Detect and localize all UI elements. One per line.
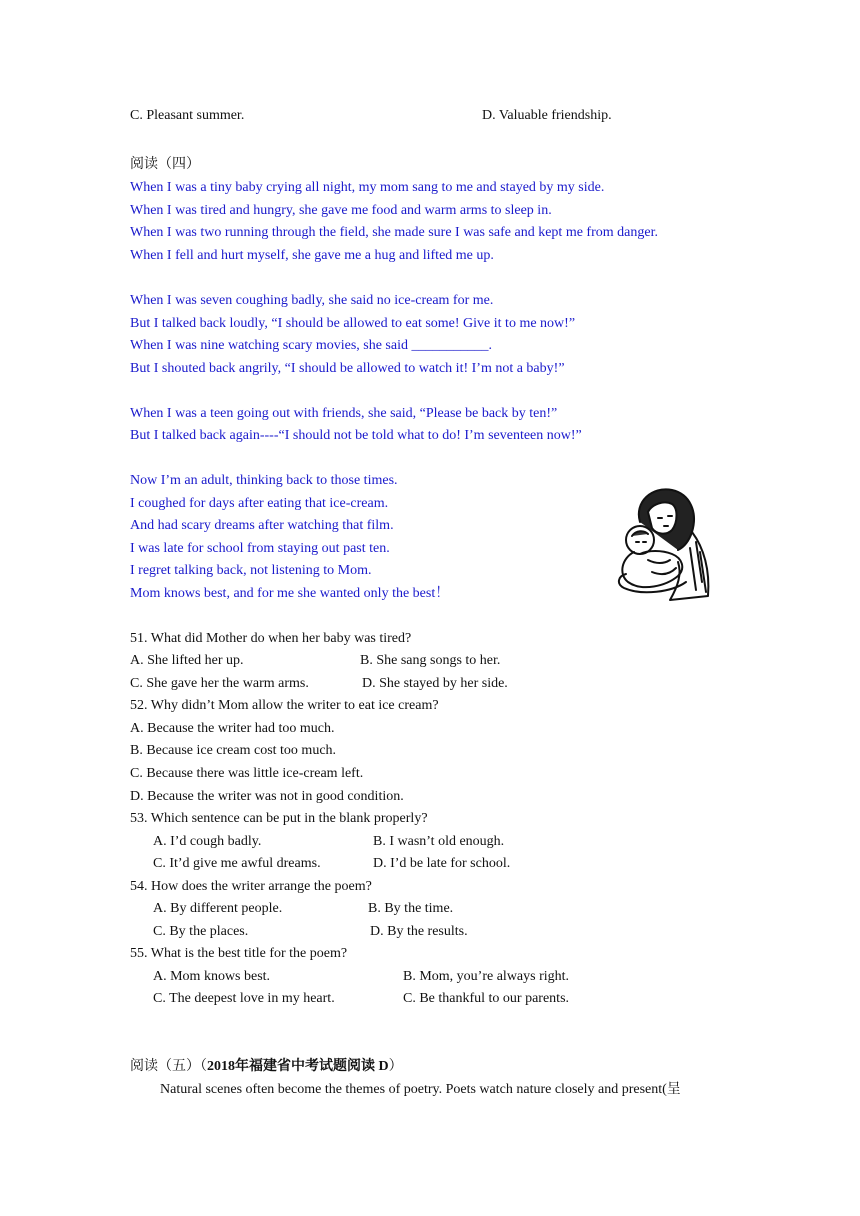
answer-option: D. She stayed by her side. [362, 676, 508, 691]
option-d: D. Valuable friendship. [482, 108, 612, 123]
poem-line: When I was tired and hungry, she gave me food and warm arms to sleep in. [130, 203, 552, 218]
answer-option: C. She gave her the warm arms. [130, 676, 309, 691]
passage-first-line: Natural scenes often become the themes of poetry. Poets watch nature closely and present(呈 [160, 1082, 681, 1097]
section-title-suffix: ） [388, 1059, 403, 1074]
question-stem: 52. Why didn’t Mom allow the writer to eat ice cream? [130, 698, 439, 713]
poem-line: I was late for school from staying out past ten. [130, 541, 390, 556]
poem-line: When I was seven coughing badly, she said no ice-cream for me. [130, 293, 494, 308]
answer-option: B. I wasn’t old enough. [373, 834, 505, 849]
answer-option: B. By the time. [368, 901, 454, 916]
answer-option: A. Mom knows best. [153, 969, 271, 984]
poem-line: But I shouted back angrily, “I should be allowed to watch it! I’m not a baby!” [130, 361, 565, 376]
question-stem: 51. What did Mother do when her baby was tired? [130, 631, 412, 646]
poem-line: But I talked back loudly, “I should be allowed to eat some! Give it to me now!” [130, 316, 576, 331]
answer-option: D. Because the writer was not in good condition. [130, 789, 404, 804]
answer-option: D. By the results. [370, 924, 468, 939]
poem-line: Now I’m an adult, thinking back to those times. [130, 473, 398, 488]
section-title [130, 1058, 403, 1076]
answer-option: A. I’d cough badly. [153, 834, 262, 849]
question-stem: 53. Which sentence can be put in the blank properly? [130, 811, 428, 826]
answer-option: C. Be thankful to our parents. [403, 991, 570, 1006]
poem-line: When I fell and hurt myself, she gave me a hug and lifted me up. [130, 248, 494, 263]
poem-line: When I was two running through the field, she made sure I was safe and kept me from danger. [130, 225, 658, 240]
answer-option: A. By different people. [153, 901, 283, 916]
mother-baby-illustration [612, 482, 716, 604]
answer-option: B. Because ice cream cost too much. [130, 743, 337, 758]
question-stem: 55. What is the best title for the poem? [130, 946, 348, 961]
answer-option: A. She lifted her up. [130, 653, 244, 668]
poem-line: I coughed for days after eating that ice-cream. [130, 496, 389, 511]
poem-line: But I talked back again----“I should not be told what to do! I’m seventeen now!” [130, 428, 582, 443]
section-title: 阅读（四） [130, 157, 200, 172]
option-c: C. Pleasant summer. [130, 108, 245, 123]
section-title-prefix: 阅读（五）（ [130, 1059, 207, 1074]
section-title-source: 2018年福建省中考试题阅读 D [207, 1059, 389, 1074]
poem-line: When I was nine watching scary movies, she said ___________. [130, 338, 492, 353]
poem-line: And had scary dreams after watching that film. [130, 518, 394, 533]
answer-option: C. The deepest love in my heart. [153, 991, 335, 1006]
answer-option: B. Mom, you’re always right. [403, 969, 570, 984]
answer-option: C. Because there was little ice-cream left. [130, 766, 364, 781]
answer-option: A. Because the writer had too much. [130, 721, 335, 736]
answer-option: D. I’d be late for school. [373, 856, 511, 871]
poem-line: When I was a tiny baby crying all night, my mom sang to me and stayed by my side. [130, 180, 605, 195]
poem-line: When I was a teen going out with friends, she said, “Please be back by ten!” [130, 406, 558, 421]
question-stem: 54. How does the writer arrange the poem? [130, 879, 372, 894]
poem-line: I regret talking back, not listening to Mom. [130, 563, 372, 578]
answer-option: B. She sang songs to her. [360, 653, 501, 668]
poem-line: Mom knows best, and for me she wanted only the best！ [130, 586, 450, 601]
answer-option: C. It’d give me awful dreams. [153, 856, 321, 871]
answer-option: C. By the places. [153, 924, 249, 939]
